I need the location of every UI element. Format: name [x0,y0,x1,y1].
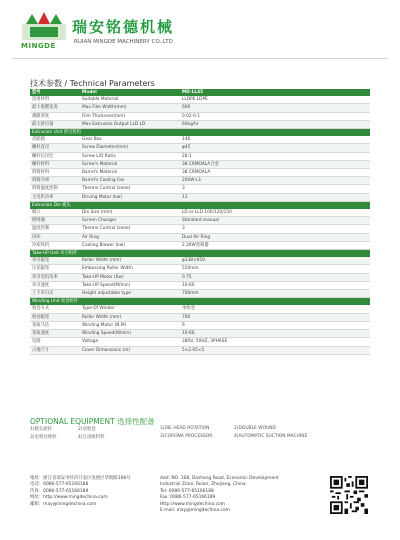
table-cell: 最大挤出量 [30,120,80,128]
table-cell: Screen Changer [80,217,180,225]
table-row [30,338,370,346]
table-cell: Type Of Winder [80,305,180,313]
section-title: 技术参数 / Technical Parameters [30,79,155,88]
table-cell: 卷取速度 [30,330,80,338]
table-row [30,185,370,193]
footer [30,476,375,516]
table-cell: 主电机功率 [30,193,80,201]
table-cell: Dual Air Ring [180,233,370,241]
table-row [30,193,370,201]
footer-line: E-mail: may@mingdechina.com [160,508,230,514]
table-cell: 11 [180,193,370,201]
qr-code-icon [330,476,368,514]
table-cell: 0.02-0.1 [180,112,370,120]
optional-item: 2)双收卷 [78,427,96,432]
table-cell: Take-UP Motor (Kw) [80,273,180,281]
table-cell: 单收卷 [180,305,370,313]
table-row [30,112,370,120]
table-cell: LLDPE LDPE [180,96,370,104]
table-cell: Thermo Control (zone) [80,185,180,193]
optional-item: 1)模头旋转 [30,427,53,432]
footer-line: Tel: 0086-577-65166188 [160,488,214,494]
optional-item: 3)CORONA PROCESSOR [160,434,213,439]
table-row [30,346,370,354]
table-cell: 200W×3 [180,177,370,185]
footer-line: 电话：0086-577-65166188 [30,482,89,488]
table-cell: Voltage [80,338,180,346]
table-cell: Driving Motor (kw) [80,193,180,201]
table-cell: 模口 [30,209,80,217]
table-row [30,321,370,329]
table-cell: Winding Motor (N.M) [80,321,180,329]
table-cell: 2.2KW变频器 [180,241,370,249]
table-cell: 700mm [180,290,370,298]
table-cell: 占地尺寸 [30,346,80,354]
table-cell: 3 [180,185,370,193]
table-section-row [30,298,370,306]
table-cell: 适用材料 [30,96,80,104]
footer-contact-en [160,476,279,514]
table-cell: 28:1 [180,152,370,160]
table-header-cell: Model [80,89,180,96]
table-row [30,257,370,265]
table-row [30,120,370,128]
table-cell: Die Size (mm) [80,209,180,217]
table-cell: Winding Speed(M/min) [80,330,180,338]
table-cell: Max Film Width(mm) [80,104,180,112]
table-cell: 收卷方式 [30,305,80,313]
table-row [30,273,370,281]
footer-line: Http://www.mingdechina.com [160,501,225,507]
optional-item: 2)DOUBLE WOUND [234,426,276,431]
table-cell: Max Extrusion Output LLD LD [80,120,180,128]
table-cell: 薄膜厚度 [30,112,80,120]
table-row [30,313,370,321]
table-section-label: Winding Unit 收卷组件 [30,298,370,306]
table-cell: Screw L/D Ratio [80,152,180,160]
table-section-row [30,250,370,258]
footer-line: Fax: 0086-577-65166189 [160,495,216,501]
table-cell: 10-60 [180,281,370,289]
table-cell: φ138×650 [180,257,370,265]
table-cell: Barrel's Material [80,169,180,177]
table-cell: 上下牵引式 [30,290,80,298]
table-cell: 料筒冷却 [30,177,80,185]
table-cell: Roller Width (mm) [80,257,180,265]
table-row [30,160,370,168]
table-cell: 牵引电机功率 [30,273,80,281]
table-cell: 38 CRMOALA合金 [180,160,370,168]
table-section-row [30,129,370,137]
table-cell: 380V, 50HZ, 3PHASE [180,338,370,346]
company-logo [18,10,70,44]
optional-item: 1)DIE HEAD ROTATION [160,426,210,431]
table-section-label: Extrusion Die 模头 [30,201,370,209]
table-cell: 温度控制 [30,225,80,233]
logo-text: MINGDE [21,42,56,50]
table-row [30,96,370,104]
table-row [30,225,370,233]
table-cell: 700 [180,313,370,321]
optional-equipment-title: OPTIONAL EQUIPMENT 选择性配备 [30,417,155,426]
table-row [30,330,370,338]
table-cell: 最大收膜宽度 [30,104,80,112]
footer-line: 邮箱：may@mingdechina.com [30,501,97,507]
company-name-cn: 瑞安铭德机械 [72,18,175,36]
table-header-row [30,89,370,96]
table-cell: Screw's Material [80,160,180,168]
table-row [30,233,370,241]
optional-item: 4)自动吸料机 [78,435,105,440]
footer-line: 地址：浙江省瑞安市经济开发区发展区华航路168号 [30,476,131,481]
table-row [30,104,370,112]
table-cell: 550mm [180,265,370,273]
table-cell: Thermo Control (zone) [80,225,180,233]
table-cell: 螺杆长径比 [30,152,80,160]
page-header [18,8,388,54]
table-cell: 牵引速度 [30,281,80,289]
table-row [30,265,370,273]
table-row [30,290,370,298]
table-section-row [30,201,370,209]
footer-contact-cn [30,476,131,508]
table-cell: 60kg/hr [180,120,370,128]
table-row [30,241,370,249]
table-header-cell: MD-LL45 [180,89,370,96]
table-cell: 6 [180,321,370,329]
header-divider [12,58,388,59]
table-cell: Standard manual [180,217,370,225]
table-cell: Roller Width (mm) [80,313,180,321]
table-cell: 换网器 [30,217,80,225]
table-header-cell: 型号 [30,89,80,96]
parameters-table-wrap [30,89,370,355]
table-cell: Film Thickness(mm) [80,112,180,120]
table-section-label: Extrusion Unit 挤出机组 [30,129,370,137]
table-cell: 风环 [30,233,80,241]
table-row [30,217,370,225]
table-cell: Cover Dimensions (m) [80,346,180,354]
table-cell: Screw Diameter(mm) [80,144,180,152]
table-cell: 收卷辊宽 [30,313,80,321]
table-row [30,136,370,144]
footer-line: Add: NO. 168, Dashang Road, Economic Development [160,476,279,481]
table-row [30,152,370,160]
table-cell: Embossing Roller Width [80,265,180,273]
table-cell: 0.75 [180,273,370,281]
company-name-en: RUIAN MINGDE MACHINERY CO.,LTD [74,39,173,45]
table-row [30,169,370,177]
table-cell: 600 [180,104,370,112]
table-cell: 5×2.05×5 [180,346,370,354]
table-row [30,281,370,289]
table-cell: 冷却风机 [30,241,80,249]
table-cell: Suitable Material [80,96,180,104]
table-cell: Gear Box [80,136,180,144]
table-cell: 10-60 [180,330,370,338]
table-cell: 料筒材料 [30,169,80,177]
table-cell: Air Ring [80,233,180,241]
table-cell: LD or LLD:100/120/150 [180,209,370,217]
table-row [30,177,370,185]
table-cell: 卷取马达 [30,321,80,329]
table-cell: 料筒温度控制 [30,185,80,193]
footer-line: 传真：0086-577-65166189 [30,488,89,494]
table-cell: 螺杆直径 [30,144,80,152]
table-row [30,305,370,313]
optional-item: 3)电晕处理机 [30,435,57,440]
table-cell: 38 CRMOALA [180,169,370,177]
table-cell: 压花辊宽 [30,265,80,273]
table-cell: 电源 [30,338,80,346]
parameters-table [30,89,370,355]
footer-line: 网址：http://www.mingdechina.com [30,495,108,501]
optional-item: 4)AUTOMATIC SUCTION MACHINE [234,434,308,439]
table-section-label: Take-UP Unit 牵引组件 [30,250,370,258]
table-cell: Height adjustable type [80,290,180,298]
table-row [30,209,370,217]
table-cell: 齿轮箱 [30,136,80,144]
footer-line: Industrial Zone, Ruian, Zhejiang, China [160,482,246,488]
table-cell: φ45 [180,144,370,152]
table-cell: Cooling Blower (kw) [80,241,180,249]
table-cell: 3 [180,225,370,233]
table-cell: 螺杆材料 [30,160,80,168]
table-cell: 牵引辊宽 [30,257,80,265]
table-row [30,144,370,152]
table-cell: 146 [180,136,370,144]
table-cell: Take-UP Speed(M/min) [80,281,180,289]
table-cell: Barrel's Cooling Fan [80,177,180,185]
